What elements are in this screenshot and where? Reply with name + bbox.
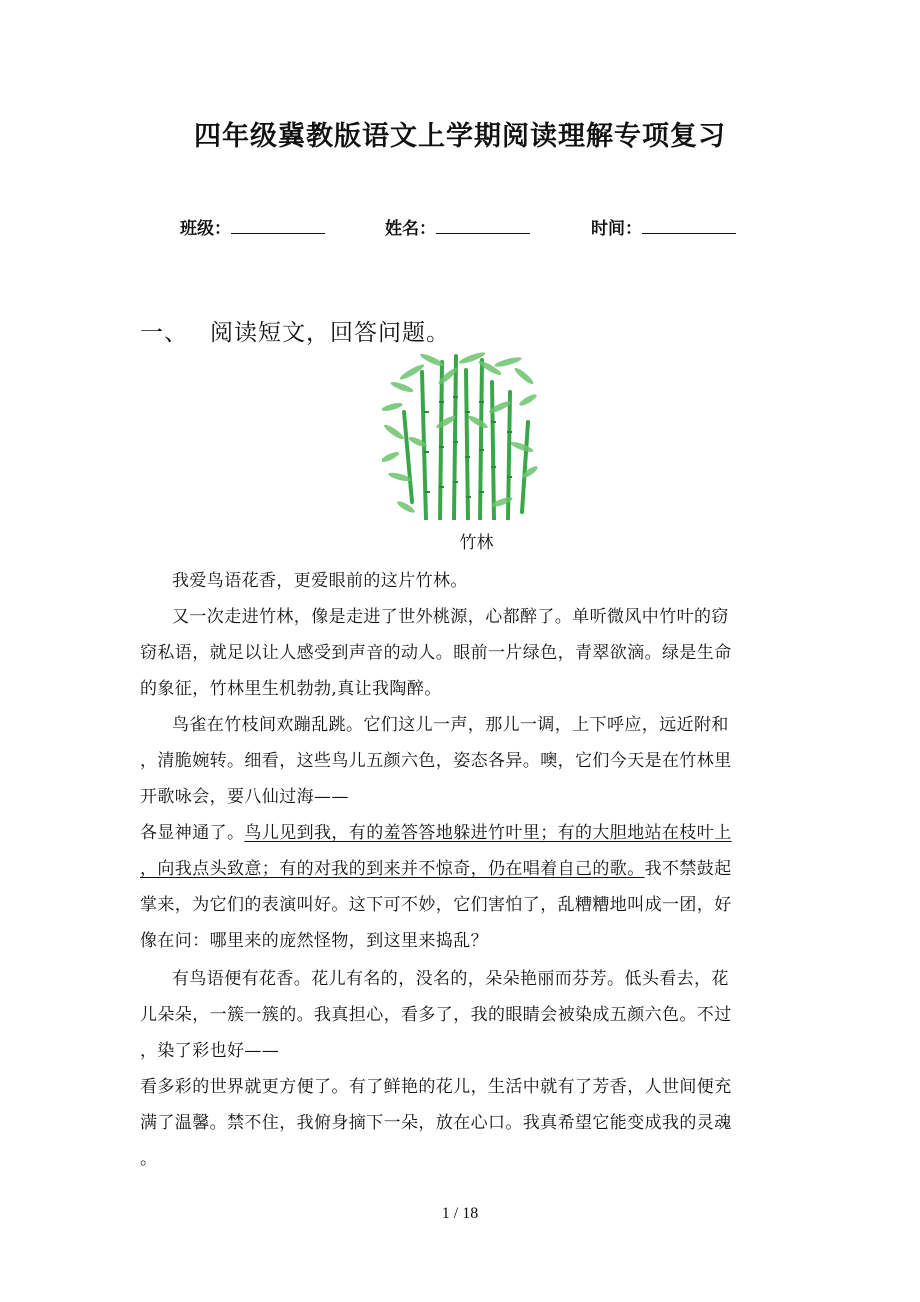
time-blank[interactable] [642, 219, 736, 234]
name-field [385, 214, 530, 239]
passage-line: 掌来，为它们的表演叫好。这下可不妙，它们害怕了，乱糟糟地叫成一团，好 [140, 895, 732, 915]
class-blank[interactable] [231, 219, 325, 234]
passage-line: 儿朵朵，一簇一簇的。我真担心，看多了，我的眼睛会被染成五颜六色。不过 [140, 1005, 732, 1025]
passage-line: 又一次走进竹林，像是走进了世外桃源，心都醉了。单听微风中竹叶的窃 [172, 607, 729, 627]
passage-line: 我爱鸟语花香，更爱眼前的这片竹林。 [172, 571, 468, 591]
passage-text: 我不禁鼓起 [644, 859, 732, 879]
time-label: 时间： [591, 219, 642, 239]
passage-line: 满了温馨。禁不住，我俯身摘下一朵，放在心口。我真希望它能变成我的灵魂 [140, 1113, 732, 1133]
underlined-sentence: 鸟儿见到我，有的羞答答地躲进竹叶里；有的大胆地站在枝叶上 [244, 823, 732, 843]
name-label: 姓名： [385, 219, 436, 239]
section-heading [140, 314, 450, 347]
time-field [591, 214, 736, 239]
passage-text: 各显神通了。 [140, 823, 245, 843]
section-title: 阅读短文，回答问题。 [210, 320, 450, 346]
underlined-sentence: ，向我点头致意；有的对我的到来并不惊奇，仍在唱着自己的歌。 [140, 859, 645, 879]
passage-line: 像在问：哪里来的庞然怪物，到这里来捣乱？ [140, 931, 488, 951]
class-field [180, 214, 325, 239]
bamboo-illustration [382, 352, 538, 520]
name-blank[interactable] [436, 219, 530, 234]
passage-line: 。 [140, 1149, 158, 1169]
passage-line: ，染了彩也好—— [140, 1041, 280, 1061]
passage-line: 的象征，竹林里生机勃勃,真让我陶醉。 [140, 679, 442, 699]
passage-line [140, 818, 732, 843]
section-number: 一、 [140, 320, 188, 346]
image-caption: 竹林 [459, 533, 494, 553]
passage-line: 开歌咏会，要八仙过海—— [140, 787, 349, 807]
passage-line: 看多彩的世界就更方便了。有了鲜艳的花儿，生活中就有了芳香，人世间便充 [140, 1077, 732, 1097]
passage-line: 鸟雀在竹枝间欢蹦乱跳。它们这儿一声，那儿一调，上下呼应，远近附和 [172, 715, 729, 735]
passage-line: ，清脆婉转。细看，这些鸟儿五颜六色，姿态各异。噢，它们今天是在竹林里 [140, 751, 732, 771]
passage-line [140, 854, 732, 879]
class-label: 班级： [180, 219, 231, 239]
page-title: 四年级冀教版语文上学期阅读理解专项复习 [194, 121, 726, 152]
passage-line: 窃私语，就足以让人感受到声音的动人。眼前一片绿色，青翠欲滴。绿是生命 [140, 643, 732, 663]
page-number: 1 / 18 [441, 1205, 479, 1222]
passage-line: 有鸟语便有花香。花儿有名的，没名的，朵朵艳丽而芬芳。低头看去，花 [172, 969, 729, 989]
